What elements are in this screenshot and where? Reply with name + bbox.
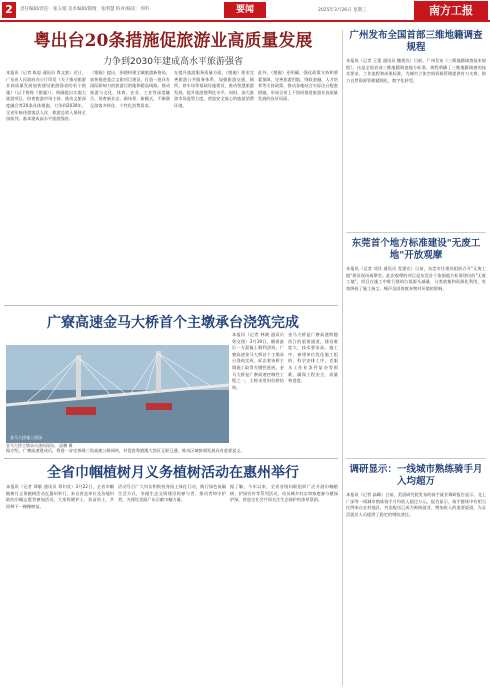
photo-caption: 金马大桥施工现场 xyxy=(10,435,42,440)
bridge-col-3 xyxy=(288,332,338,452)
lead-text-4: 此外，《措施》还明确，强化政策支持和要素保障，完善旅游用地、财政金融、人才培养等支持政策，推动各地结合实际出台配套措施，形成全省上下协同推进旅游业高质量发展的良好局面。 xyxy=(258,70,338,102)
photo-credit: 金马大桥主墩承台浇筑现场。 邱鹏 摄 xyxy=(6,443,73,448)
bridge-photo xyxy=(6,345,229,443)
divider xyxy=(4,458,338,459)
tree-col-3 xyxy=(230,484,338,684)
lead-subheadline: 力争到2030年建成高水平旅游强省 xyxy=(103,57,243,67)
bridge-illustration xyxy=(6,345,229,443)
lead-col-2 xyxy=(90,70,170,300)
tree-text-3: 据了解，今年以来，全省各级妇联组织广泛开展巾帼植树、护绿宣传等系列活动，动员城乡妇女和家庭参与植绿护绿，营造全社会共同关注生态保护的浓厚氛围。 xyxy=(230,484,338,503)
tree-text-1: 本报讯（记者 郑敏 通讯员 粤妇宣）3月22日，全省巾帼植树月义务植树活动在惠州举行，来自省直单位及各地妇联的巾帼志愿者参加活动，大家挥锹铲土、扶苗培土，共同种下一棵棵树苗。 xyxy=(6,484,114,509)
lead-headline: 粤出台20条措施促旅游业高质量发展 xyxy=(33,31,313,51)
column-divider xyxy=(342,30,343,686)
bridge-col-4 xyxy=(6,448,338,458)
bridge-col-2 xyxy=(232,332,284,452)
news3-text: 本报讯（记者 高峰）日前，美团研究院发布的骑手就业调研报告显示，北上广深等一线城市熟练骑手月均收入超过万元。报告显示，骑手群体中有相当比例来自农村地区，外卖配送已成为吸纳就业、增加收入的重要渠道，为灵活就业人员提供了稳定的增收途径。 xyxy=(346,492,486,517)
tree-text-2: 活动号召广大妇女积极投身国土绿化行动，践行绿色低碳生活方式，争做生态文明建设的参与者、推动者和守护者，为建设美丽广东贡献巾帼力量。 xyxy=(118,484,226,503)
lead-col-4 xyxy=(258,70,338,300)
news2-body xyxy=(346,266,486,456)
page-number: 2 xyxy=(2,2,16,18)
bridge-text-2: 金马大桥是广寮高速跨越西江的重要通道，建设难度大、技术要求高。施工中，参建单位优化施工组织，科学安排工序，克服水上作业条件复杂等困难，确保工程安全、质量和进度。 xyxy=(288,332,338,384)
news3-headline: 调研显示：一线城市熟练骑手月入均超万 xyxy=(349,464,483,487)
editor-credits: 责任编辑/责任：张玉娟 美术编辑/制图：张明慧 校对/核读：李明 xyxy=(20,7,149,12)
tree-col-2 xyxy=(118,484,226,684)
divider xyxy=(346,458,486,459)
lead-col-3 xyxy=(174,70,254,300)
divider xyxy=(346,232,486,233)
news1-body xyxy=(346,58,486,228)
divider xyxy=(4,305,338,306)
lead-text-3: 在提升旅游服务质量方面，《措施》要求完善旅游公共服务体系，加强旅游交通、厕所、停车场等基础设施建设，推动智慧旅游发展，提升旅游便利化水平。同时，加大旅游市场监管力度，营造安全放心的旅游消费环境。 xyxy=(174,70,254,108)
news1-text: 本报讯（记者 王蕾 通讯员 穗规宣）日前，广州发布《三维地籍调查技术规程》，这是全国首部三维地籍调查地方标准。规程明确了三维地籍调查的技术要求、工作流程和成果标准，为城市立体空间资源管理提供有力支撑，助力自然资源管理精细化、数字化转型。 xyxy=(346,58,486,83)
bridge-col-1-top xyxy=(6,332,116,342)
news2-headline: 东莞首个地方标准建设"无废工地"开放观摩 xyxy=(351,238,481,261)
section-label: 要闻 xyxy=(224,2,266,18)
bridge-text-3: 据介绍，广寮高速建成后，将进一步完善珠三角高速公路网络，对促进粤港澳大湾区互联互通、推动区域协调发展具有重要意义。 xyxy=(6,448,245,453)
newspaper-logo: 南方工报 xyxy=(414,1,488,20)
news1-headline: 广州发布全国首部三维地籍调查规程 xyxy=(349,30,483,53)
masthead xyxy=(0,0,490,22)
lead-col-1 xyxy=(6,70,86,300)
news2-text: 本报讯（记者 刘洋 通讯员 莞建宣）日前，东莞市住建局组织召开"无废工地"建设现场观摩会。此次观摩的项目是东莞首个依据地方标准建设的"无废工地"，项目在施工中推行建筑垃圾源头减量、分类收集和资源化利用，有效降低了施工扬尘、噪声及固体废弃物对环境的影响。 xyxy=(346,266,486,291)
bridge-text-1: 本报讯（记者 林晓 通讯员 粤交建）3月19日，随着最后一方混凝土顺利浇筑，广寮高速金马大桥首个主墩承台浇筑完成，标志着该桥主墩施工取得关键性进展。金马大桥是广寮高速控制性工程之一，主跨采用斜拉桥结构。 xyxy=(232,332,284,390)
bridge-headline: 广寮高速金马大桥首个主墩承台浇筑完成 xyxy=(47,315,299,331)
news3-body xyxy=(346,492,486,684)
issue-date: 2025年3月26日 星期三 xyxy=(318,8,367,13)
lead-text-1: 本报讯（记者 陈思 通讯员 粤文旅）近日，广东省人民政府办公厅印发《关于推动旅游业高质量发展加快建设旅游强省的若干措施》（以下简称《措施》），明确提出实施大旅游项目、培育旅游市场主体、推动文旅深度融合等20条具体措施，力争到2030年，全省年接待游客总人次、旅游总收入保持全国前列，基本建成高水平旅游强省。 xyxy=(6,70,86,122)
tree-headline: 全省巾帼植树月义务植树活动在惠州举行 xyxy=(47,465,299,481)
tree-col-1 xyxy=(6,484,114,684)
lead-text-2: 《措施》提出，围绕构建全域旅游新格局，加快推进重点文旅项目建设，打造一批具有国际影响力的旅游目的地和精品线路。推动旅游与文化、体育、农业、工业等深度融合，培育新业态、新场景、新模式，不断满足游客多样化、个性化消费需求。 xyxy=(90,70,170,108)
